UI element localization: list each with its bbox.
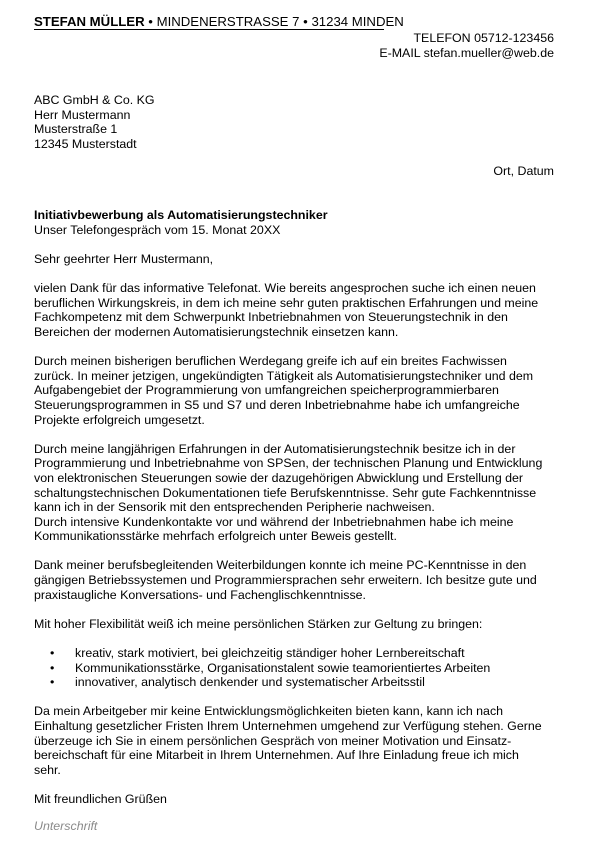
sender-contact: [379, 31, 554, 60]
sender-separator: •: [299, 14, 312, 29]
recipient-city: 12345 Musterstadt: [34, 136, 137, 151]
text-line: Durch meine langjährigen Erfahrungen in der Automatisierungstechnik besitze ich in der: [34, 441, 516, 456]
text-line: beruflichen Wirkungskreis, in dem ich meine sehr guten praktischen Erfahrungen und meine: [34, 295, 539, 310]
text-line: bereichschaft für eine Mitarbeit in Ihrem Unternehmen. Auf Ihre Einladung freue ich mich: [34, 748, 519, 763]
paragraph-experience: [34, 442, 564, 544]
text-line: Einhaltung gesetzlicher Fristen Ihrem Unternehmen umgehend zur Verfügung stehen. Gerne: [34, 719, 542, 733]
subject-title: Initiativbewerbung als Automatisierungstechniker: [34, 208, 328, 222]
sender-phone: TELEFON 05712-123456: [413, 31, 554, 45]
text-line: gängigen Betriebssystemen und Programmiersprachen sehr erweitern. Ich besitze gute und: [34, 573, 537, 588]
text-line: Dank meiner berufsbegleitenden Weiterbildungen konnte ich meine PC-Kenntnisse in den: [34, 558, 527, 573]
list-item-text: Kommunikationsstärke, Organisationstalent sowie teamorientiertes Arbeiten: [75, 660, 491, 675]
text-line: Kommunikationsstärke mehrfach erfolgreich unter Beweis gestellt.: [34, 529, 397, 544]
paragraph-intro: [34, 281, 564, 339]
text-line: Steuerungsprogrammen in S5 und S7 und deren Inbetriebnahme habe ich umfangreiche: [34, 397, 520, 412]
sender-street: MINDENERSTRASSE 7: [156, 14, 300, 29]
sender-city: 31234 MINDEN: [311, 14, 404, 29]
text-line: Projekte erfolgreich umgesetzt.: [34, 412, 205, 427]
list-item-text: innovativer, analytisch denkender und systematischer Arbeitsstil: [75, 675, 425, 690]
paragraph-availability: [34, 704, 564, 777]
recipient-company: ABC GmbH & Co. KG: [34, 93, 155, 107]
text-line: zurück. In meiner jetzigen, ungekündigten Tätigkeit als Automatisierungstechniker und dem: [34, 368, 534, 383]
list-item: [34, 661, 564, 676]
text-line: Da mein Arbeitgeber mir keine Entwicklungsmöglichkeiten bieten kann, kann ich nach: [34, 704, 504, 719]
recipient-person: Herr Mustermann: [34, 107, 131, 122]
subject-block: [34, 208, 328, 237]
bullet-icon: •: [50, 675, 55, 690]
list-item: [34, 646, 564, 661]
text-line: schaltungstechnischen Dokumentationen tiefe Berufskenntnisse. Sehr gute Fachkenntnisse: [34, 485, 537, 500]
subject-reference: Unser Telefongespräch vom 15. Monat 20XX: [34, 222, 281, 237]
text-line: praxistaugliche Konversations- und Fachenglischkenntnisse.: [34, 587, 366, 602]
text-line: Aufgabengebiet der Programmierung von umfangreichen speicherprogrammierbaren: [34, 383, 499, 398]
text-line: überzeuge ich Sie in einem persönlichen Gespräch von meiner Motivation und Einsatz-: [34, 733, 512, 748]
strengths-list: [34, 646, 564, 690]
bullet-icon: •: [50, 646, 55, 661]
place-date: Ort, Datum: [493, 164, 554, 178]
text-line: von elektronischen Steuerungen sowie der dazugehörigen Abwicklung und Erstellung der: [34, 470, 524, 485]
letter-body: [34, 252, 564, 821]
list-item-text: kreativ, stark motiviert, bei gleichzeitig ständiger hoher Lernbereitschaft: [75, 646, 465, 661]
sender-separator: •: [144, 14, 157, 29]
sender-email: E-MAIL stefan.mueller@web.de: [379, 45, 554, 60]
recipient-street: Musterstraße 1: [34, 122, 118, 137]
text-line: Fachkompetenz mit dem Schwerpunkt Inbetriebnahmen von Steuerungstechnik in den: [34, 310, 508, 325]
text-line: kann ich in der Sensorik mit den entsprechenden Peripherie nachweisen.: [34, 500, 435, 515]
paragraph-strengths-intro: [34, 617, 564, 632]
sender-name: STEFAN MÜLLER: [34, 14, 145, 29]
bullet-icon: •: [50, 660, 55, 675]
sender-header: [34, 14, 404, 30]
closing: Mit freundlichen Grüßen: [34, 791, 167, 806]
text-line: Mit hoher Flexibilität weiß ich meine persönlichen Stärken zur Geltung zu bringen:: [34, 616, 483, 631]
paragraph-training: [34, 558, 564, 602]
text-line: Programmierung und Inbetriebnahme von SPSen, der technischen Planung und Entwicklung: [34, 456, 543, 471]
paragraph-career: [34, 354, 564, 427]
text-line: Bereichen der modernen Automatisierungstechnik einsetzen kann.: [34, 324, 399, 339]
list-item: [34, 675, 564, 690]
signature: Unterschrift: [34, 819, 98, 833]
text-line: Durch intensive Kundenkontakte vor und während der Inbetriebnahmen habe ich meine: [34, 514, 514, 529]
text-line: vielen Dank für das informative Telefonat. Wie bereits angesprochen suche ich einen neuen: [34, 281, 536, 296]
text-line: sehr.: [34, 762, 61, 777]
recipient-address: [34, 93, 155, 151]
text-line: Durch meinen bisherigen beruflichen Werdegang greife ich auf ein breites Fachwissen: [34, 354, 507, 369]
salutation: Sehr geehrter Herr Mustermann,: [34, 252, 214, 266]
